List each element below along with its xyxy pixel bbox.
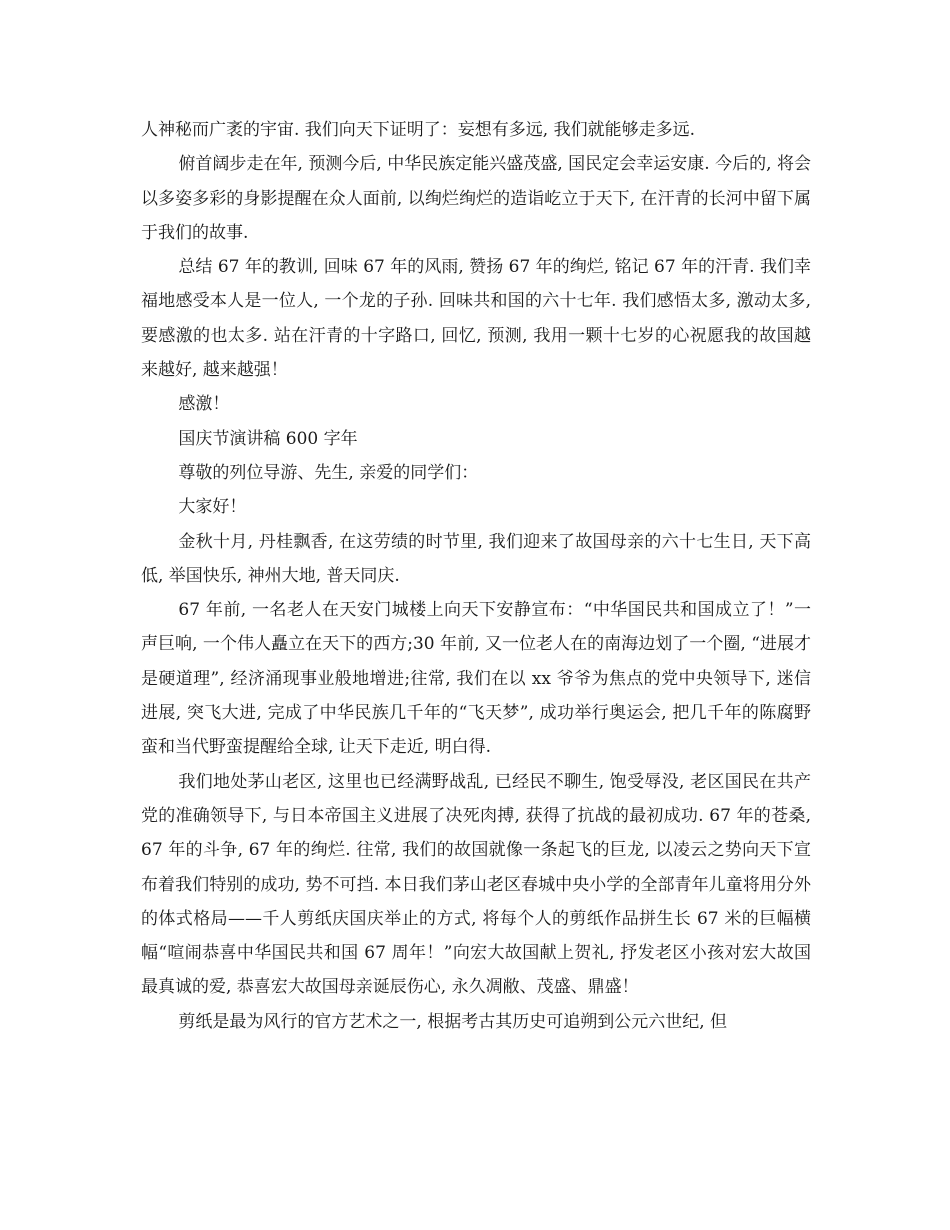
document-page — [141, 113, 811, 1039]
paragraph-autumn: 金秋十月, 丹桂飘香, 在这劳绩的时节里, 我们迎来了故国母亲的六十七生日, 天下高低, 举国快乐, 神州大地, 普天同庆. — [141, 531, 811, 586]
paragraph-history: 67 年前, 一名老人在天安门城楼上向天下安静宣布：“中华国民共和国成立了！”一声巨响, 一个伟人矗立在天下的西方;30 年前, 又一位老人在的南海边划了一个圈, “进展才是硬道理”, 经济涌现事业般地增进;往常, 我们在以 xx 爷爷为焦点的党中央领导下, 迷信进展, 突飞大进, 完成了中华民族几千年的“飞天梦”, 成功举行奥运会, 把几千年的陈腐野蛮和当代野蛮提醒给全球, 让天下走近, 明白得. — [141, 600, 811, 758]
speech-salutation: 尊敬的列位导游、先生, 亲爱的同学们： — [178, 462, 479, 483]
speech-title: 国庆节演讲稿 600 字年 — [178, 428, 358, 449]
paragraph-thanks: 感激！ — [178, 394, 230, 415]
paragraph-papercut: 剪纸是最为风行的官方艺术之一, 根据考古其历史可追朔到公元六世纪, 但 — [178, 1011, 728, 1032]
paragraph-summary: 总结 67 年的教训, 回味 67 年的风雨, 赞扬 67 年的绚烂, 铭记 67 年的汗青. 我们幸福地感受本人是一位人, 一个龙的子孙. 回味共和国的六十七年. 我们感悟太多, 激动太多, 要感激的也太多. 站在汗青的十字路口, 回忆, 预测, 我用一颗十七岁的心祝愿我的故国越来越好, 越来越强！ — [141, 257, 811, 381]
paragraph-continuation: 人神秘而广袤的宇宙. 我们向天下证明了：妄想有多远, 我们就能够走多远. — [141, 120, 696, 140]
speech-greeting: 大家好！ — [178, 497, 247, 518]
paragraph-future: 俯首阔步走在年, 预测今后, 中华民族定能兴盛茂盛, 国民定会幸运安康. 今后的, 将会以多姿多彩的身影提醒在众人面前, 以绚烂绚烂的造诣屹立于天下, 在汗青的长河中留下属于我们的故事. — [141, 154, 811, 243]
paragraph-maoshan: 我们地处茅山老区, 这里也已经满野战乱, 已经民不聊生, 饱受辱没, 老区国民在共产党的准确领导下, 与日本帝国主义进展了决死肉搏, 获得了抗战的最初成功. 67 年的苍桑, 67 年的斗争, 67 年的绚烂. 往常, 我们的故国就像一条起飞的巨龙, 以凌云之势向天下宣布着我们特别的成功, 势不可挡. 本日我们茅山老区春城中央小学的全部青年儿童将用分外的体式格局——千人剪纸庆国庆举止的方式, 将每个人的剪纸作品拼生长 67 米的巨幅横幅“喧闹恭喜中华国民共和国 67 周年！”向宏大故国献上贺礼, 抒发老区小孩对宏大故国最真诚的爱, 恭喜宏大故国母亲诞辰伤心, 永久凋敝、茂盛、鼎盛！ — [141, 771, 811, 998]
